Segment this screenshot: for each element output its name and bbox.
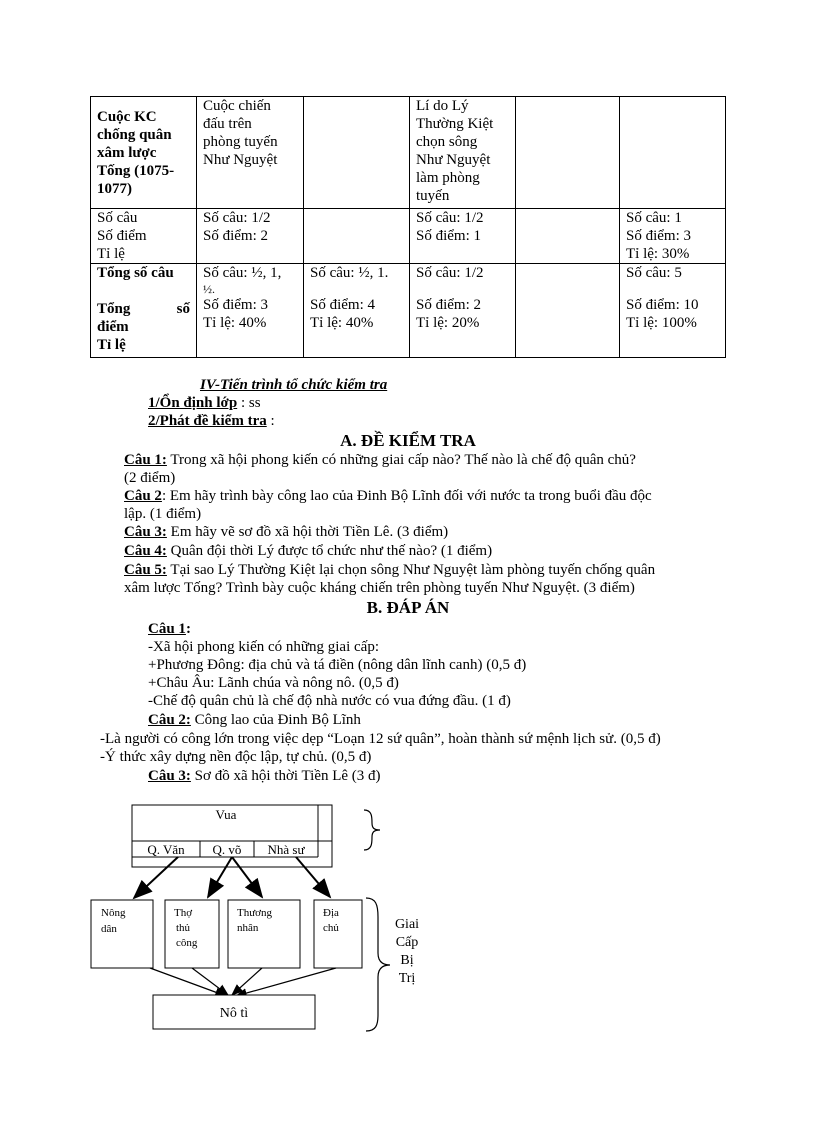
cell-line: Số điểm: 1 bbox=[416, 228, 482, 244]
official-military: Q. võ bbox=[212, 842, 242, 857]
answer-2-heading bbox=[148, 711, 361, 729]
table-cell bbox=[410, 209, 516, 264]
question-4 bbox=[124, 542, 724, 560]
answer-3-heading bbox=[148, 767, 381, 785]
answer-line: -Xã hội phong kiến có những giai cấp: bbox=[148, 639, 379, 655]
title-a: A. ĐỀ KIỂM TRA bbox=[340, 431, 476, 450]
class-box-landlords bbox=[314, 900, 362, 968]
question-text: Em hãy vẽ sơ đồ xã hội thời Tiền Lê. (3 điểm) bbox=[166, 524, 449, 540]
answer-line: -Chế độ quân chủ là chế độ nhà nước có vua đứng đầu. (1 đ) bbox=[148, 693, 511, 709]
cell-line: Lí do Lý bbox=[416, 98, 469, 114]
arrow bbox=[150, 968, 226, 996]
matrix-table bbox=[90, 96, 726, 358]
cell-line: Số điểm: 2 bbox=[416, 297, 482, 313]
king-label: Vua bbox=[215, 807, 237, 822]
arrow bbox=[232, 968, 262, 995]
society-diagram bbox=[0, 795, 816, 1045]
cell-line: Số điểm: 3 bbox=[203, 297, 269, 313]
table-cell bbox=[197, 209, 304, 264]
cell-line: Thường Kiệt bbox=[416, 116, 494, 132]
cell-spacer bbox=[626, 282, 719, 296]
box-text: nhân bbox=[237, 922, 259, 934]
box-text: dân bbox=[101, 923, 117, 935]
question-label: Câu 2 bbox=[124, 488, 162, 504]
cell-line: đấu trên bbox=[203, 116, 252, 132]
table-cell bbox=[410, 264, 516, 358]
right-brace-top bbox=[364, 810, 380, 850]
cell-line: Số điểm: 2 bbox=[203, 228, 269, 244]
cell-line: Tống (1075- bbox=[97, 162, 175, 179]
table-cell bbox=[516, 97, 620, 209]
cell-word: Tổng bbox=[97, 301, 131, 317]
table-cell bbox=[197, 264, 304, 358]
question-text: : Em hãy trình bày công lao của Đinh Bộ Lĩnh đối với nước ta trong buổi đầu độc bbox=[161, 488, 652, 504]
answer-text: Sơ đồ xã hội thời Tiền Lê (3 đ) bbox=[190, 768, 381, 784]
table-cell bbox=[620, 264, 726, 358]
box-text: Thương bbox=[237, 907, 272, 919]
box-text: Nông bbox=[101, 907, 126, 919]
label-line: Trị bbox=[398, 971, 416, 986]
cell-line: Tỉ lệ: 40% bbox=[203, 315, 267, 331]
question-5 bbox=[124, 561, 724, 597]
cell-line: Số điểm: 4 bbox=[310, 297, 376, 313]
cell-line: Tỉ lệ: 100% bbox=[626, 315, 697, 331]
cell-line: Số câu: 5 bbox=[626, 265, 682, 281]
question-text: (2 điểm) bbox=[124, 470, 176, 486]
answer-line: -Ý thức xây dựng nền độc lập, tự chủ. (0,5 đ) bbox=[100, 749, 372, 765]
class-box-merchants bbox=[228, 900, 300, 968]
table-cell bbox=[620, 97, 726, 209]
step-text: : ss bbox=[237, 395, 261, 411]
cell-line: Số điểm bbox=[97, 228, 147, 244]
answer-1-heading bbox=[148, 620, 191, 638]
table-cell bbox=[304, 97, 410, 209]
cell-line: Tỉ lệ bbox=[97, 246, 125, 262]
cell-line: Như Nguyệt bbox=[416, 152, 491, 168]
question-label: Câu 5: bbox=[124, 562, 167, 578]
step-text: : bbox=[266, 413, 275, 429]
cell-line: Cuộc KC bbox=[97, 108, 157, 125]
cell-line: Số câu: ½, 1. bbox=[310, 265, 389, 281]
cell-line: Số điểm: 10 bbox=[626, 297, 699, 313]
box-text: thủ bbox=[176, 922, 191, 934]
cell-spacer bbox=[310, 282, 403, 296]
table-row bbox=[91, 97, 726, 209]
question-text: lập. (1 điểm) bbox=[124, 506, 202, 522]
box-text: Địa bbox=[323, 907, 339, 919]
official-monk: Nhà sư bbox=[267, 842, 305, 857]
cell-line: Tỉ lệ: 30% bbox=[626, 246, 690, 262]
cell-line: Số câu: 1/2 bbox=[416, 265, 484, 281]
table-cell bbox=[620, 209, 726, 264]
cell-line bbox=[97, 300, 190, 318]
title-b: B. ĐÁP ÁN bbox=[366, 598, 450, 617]
table-cell bbox=[516, 209, 620, 264]
step-1 bbox=[148, 394, 261, 412]
step-label: 2/Phát đề kiểm tra bbox=[148, 413, 267, 429]
section-heading: IV-Tiến trình tổ chức kiểm tra bbox=[200, 377, 388, 393]
table-cell bbox=[304, 264, 410, 358]
cell-line: Như Nguyệt bbox=[203, 152, 278, 168]
answer-line: -Là người có công lớn trong việc dẹp “Loạn 12 sứ quân”, hoàn thành sứ mệnh lịch sử. (0,5 đ) bbox=[100, 731, 661, 747]
official-civil: Q. Văn bbox=[147, 842, 185, 857]
cell-line: Số câu: 1/2 bbox=[203, 210, 271, 226]
cell-spacer bbox=[97, 282, 190, 300]
table-cell bbox=[197, 97, 304, 209]
cell-line: chống quân bbox=[97, 126, 172, 143]
cell-line: Số câu: 1 bbox=[626, 210, 682, 226]
total-label-cell bbox=[91, 264, 197, 358]
box-text: công bbox=[176, 937, 198, 949]
answer-line: +Phương Đông: địa chủ và tá điền (nông dân lĩnh canh) (0,5 đ) bbox=[148, 657, 527, 673]
label-line: Cấp bbox=[395, 935, 419, 950]
question-2 bbox=[124, 487, 724, 523]
question-label: Câu 4: bbox=[124, 543, 167, 559]
question-label: Câu 1: bbox=[124, 452, 167, 468]
cell-line: xâm lược bbox=[97, 144, 157, 161]
cell-line: Số điểm: 3 bbox=[626, 228, 692, 244]
table-cell bbox=[516, 264, 620, 358]
cell-word: số bbox=[176, 301, 190, 317]
box-text: chủ bbox=[323, 922, 339, 934]
table-cell bbox=[91, 209, 197, 264]
cell-line: 1077) bbox=[97, 180, 132, 197]
cell-line: Số câu bbox=[97, 210, 138, 226]
question-text: xâm lược Tống? Trình bày cuộc kháng chiến trên phòng tuyến Như Nguyệt. (3 điểm) bbox=[124, 580, 635, 596]
box-text: Nô tì bbox=[219, 1006, 249, 1021]
box-text: Thợ bbox=[174, 907, 193, 919]
table-row bbox=[91, 209, 726, 264]
table-row bbox=[91, 264, 726, 358]
answer-label: Câu 1 bbox=[148, 621, 186, 637]
right-brace-ruled bbox=[366, 898, 390, 1031]
cell-spacer bbox=[416, 282, 509, 296]
class-box-farmers bbox=[91, 900, 153, 968]
cell-line: Cuộc chiến bbox=[203, 98, 271, 114]
arrow bbox=[236, 968, 336, 996]
cell-line: ½. bbox=[203, 282, 215, 296]
label-line: Bị bbox=[400, 953, 414, 968]
cell-line: Tỉ lệ: 20% bbox=[416, 315, 480, 331]
answer-colon: : bbox=[185, 621, 191, 637]
question-text: Trong xã hội phong kiến có những giai cấp nào? Thế nào là chế độ quân chủ? bbox=[166, 452, 636, 468]
question-text: Tại sao Lý Thường Kiệt lại chọn sông Như Nguyệt làm phòng tuyến chống quân bbox=[166, 562, 656, 578]
answer-text: Công lao của Đinh Bộ Lĩnh bbox=[190, 712, 361, 728]
arrow bbox=[192, 968, 228, 995]
cell-line: tuyến bbox=[416, 188, 450, 204]
topic-cell bbox=[91, 97, 197, 209]
cell-line: Số câu: 1/2 bbox=[416, 210, 484, 226]
answer-label: Câu 3: bbox=[148, 768, 191, 784]
label-line: Giai bbox=[394, 917, 420, 932]
cell-line: Tỉ lệ bbox=[97, 337, 126, 353]
question-3 bbox=[124, 523, 724, 541]
step-label: 1/Ổn định lớp bbox=[148, 395, 238, 411]
cell-line: Tỉ lệ: 40% bbox=[310, 315, 374, 331]
cell-line: phòng tuyến bbox=[203, 134, 278, 150]
slave-box bbox=[153, 995, 315, 1029]
cell-line: làm phòng bbox=[416, 170, 480, 186]
ruled-class-label bbox=[395, 917, 419, 986]
table-cell bbox=[304, 209, 410, 264]
answer-label: Câu 2: bbox=[148, 712, 191, 728]
cell-line: chọn sông bbox=[416, 134, 478, 150]
step-2 bbox=[148, 412, 275, 430]
table-cell bbox=[410, 97, 516, 209]
question-1 bbox=[124, 451, 724, 487]
class-box-artisans bbox=[165, 900, 219, 968]
cell-line: Tổng số câu bbox=[97, 265, 174, 281]
cell-line: Số câu: ½, 1, bbox=[203, 265, 282, 281]
answer-line: +Châu Âu: Lãnh chúa và nông nô. (0,5 đ) bbox=[148, 675, 399, 691]
question-text: Quân đội thời Lý được tổ chức như thế nào? (1 điểm) bbox=[166, 543, 493, 559]
question-label: Câu 3: bbox=[124, 524, 167, 540]
cell-line: điểm bbox=[97, 319, 129, 335]
